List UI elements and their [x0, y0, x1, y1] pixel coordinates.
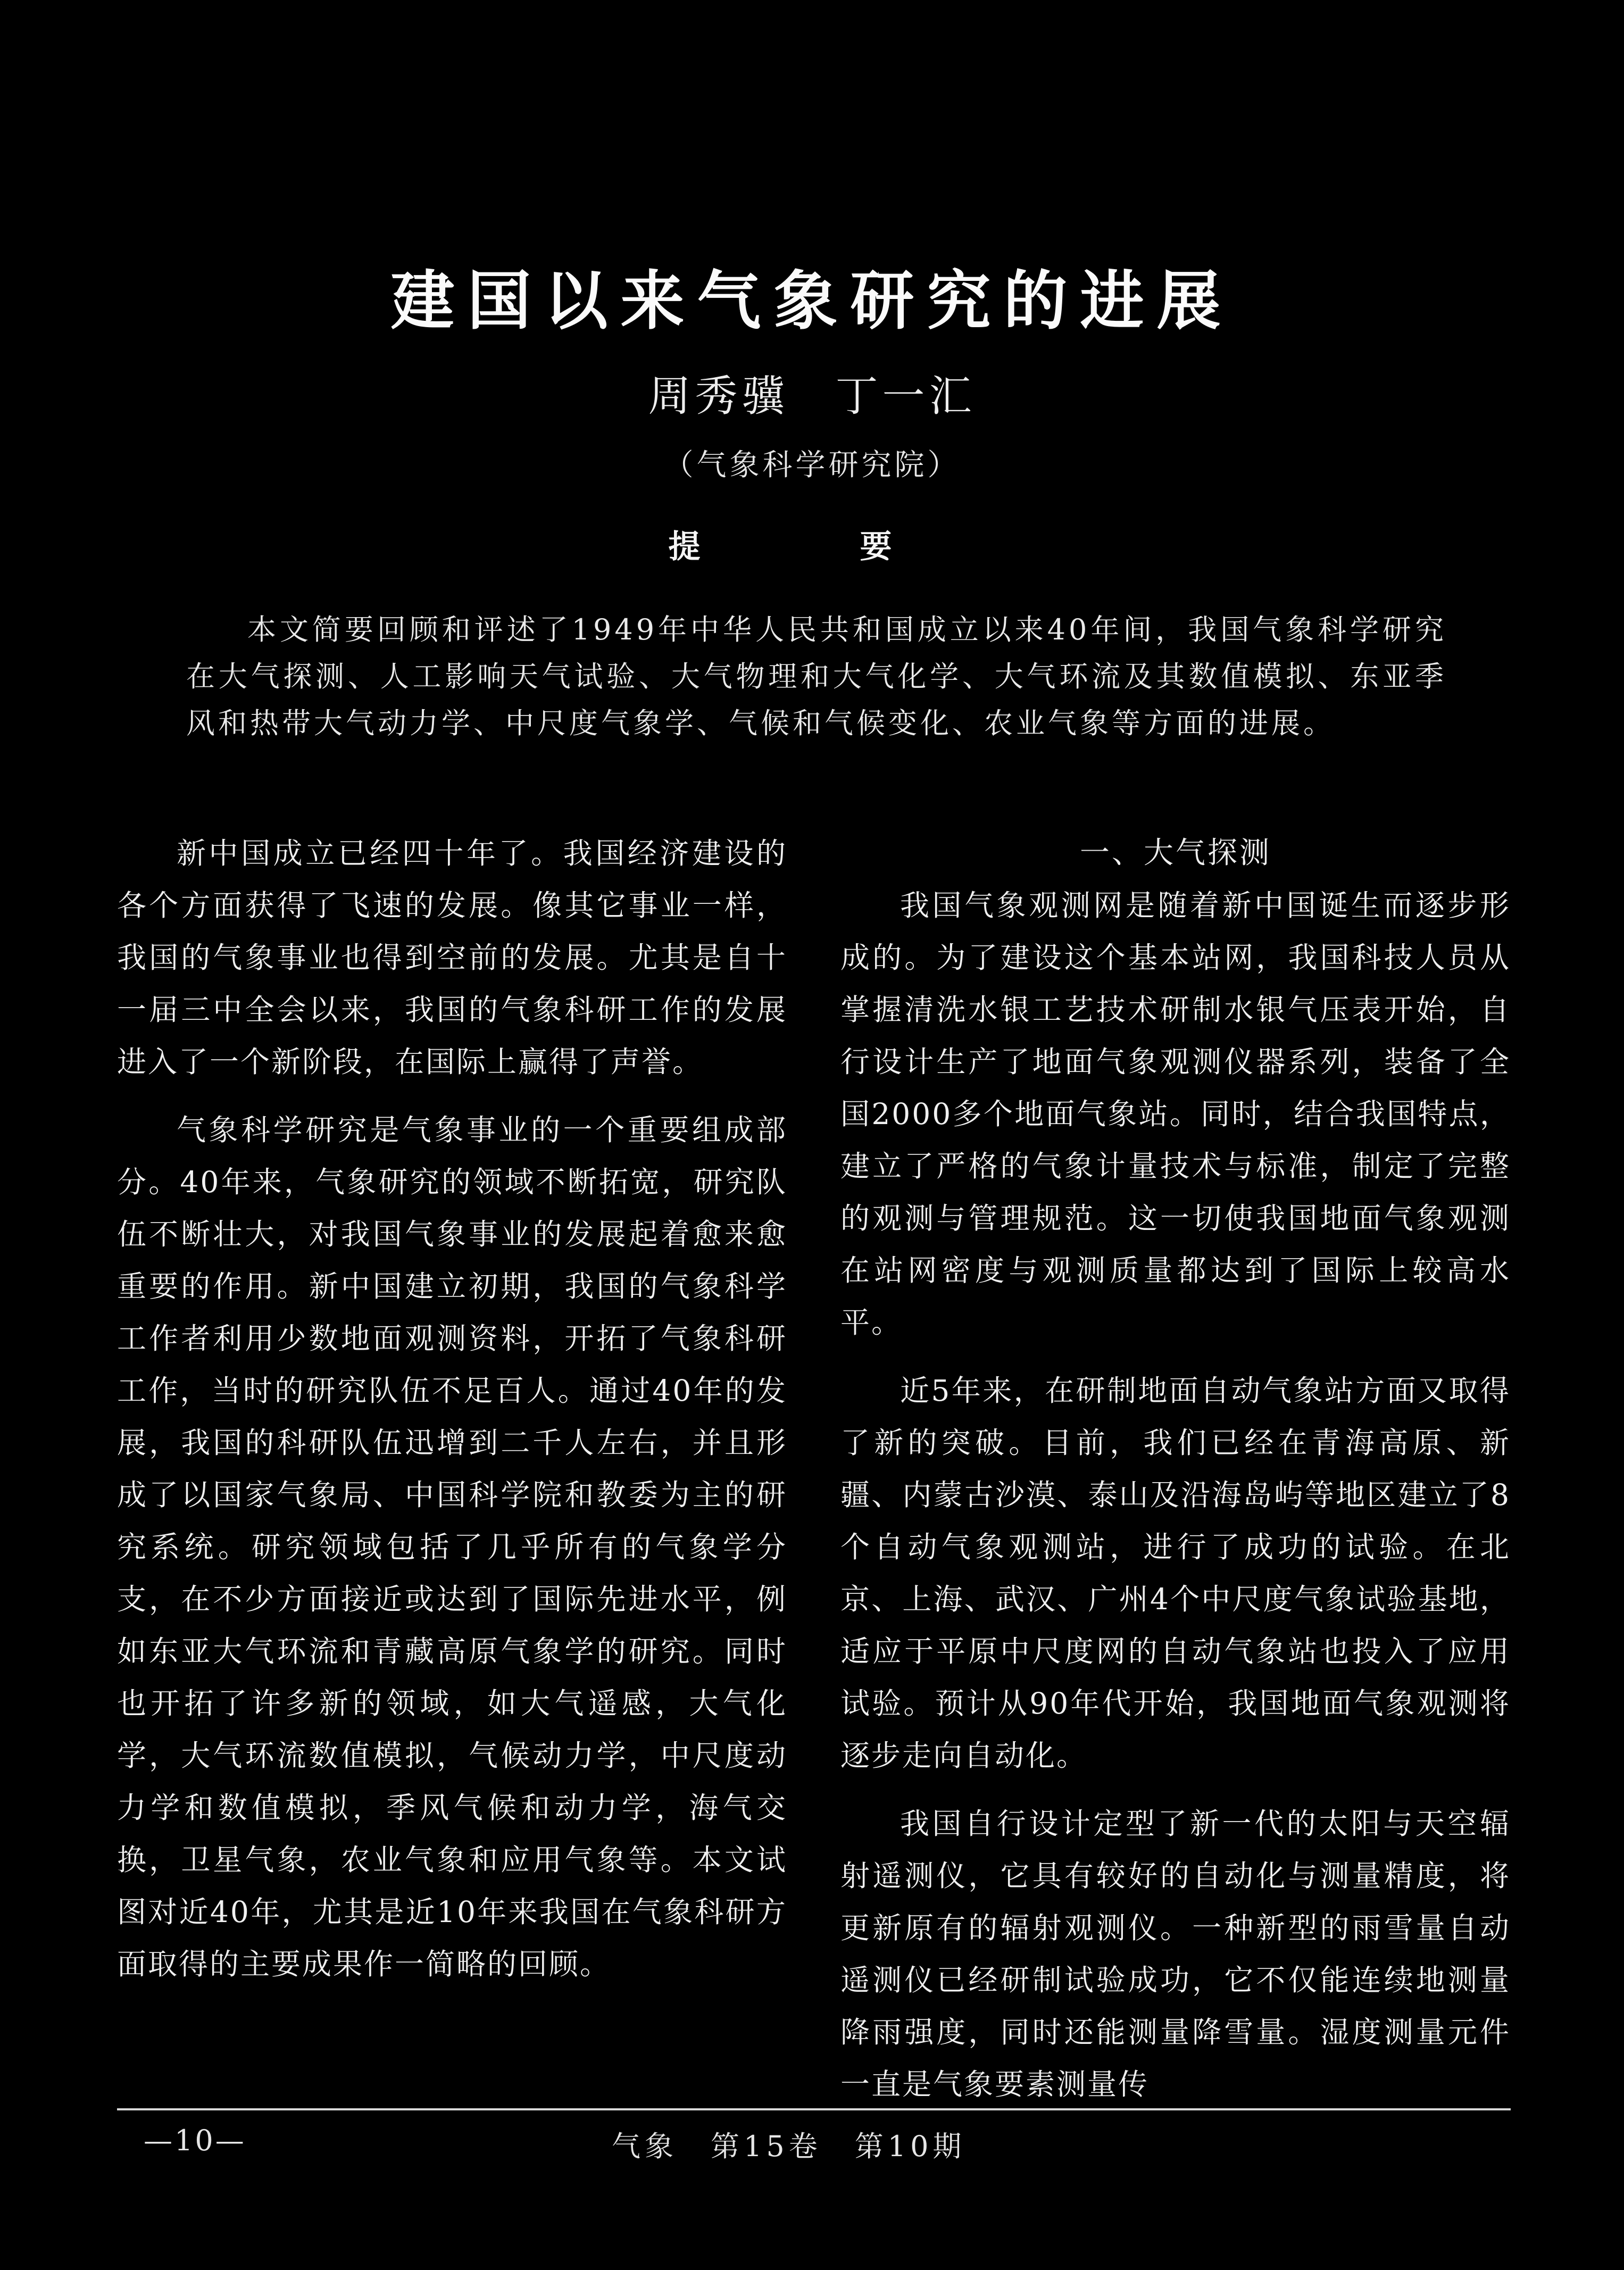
left-paragraph-2: 气象科学研究是气象事业的一个重要组成部分。40年来，气象研究的领域不断拓宽，研究队伍不断壮大，对我国气象事业的发展起着愈来愈重要的作用。新中国建立初期，我国的气象科学工作者利用少数地面观测资料，开拓了气象科研工作，当时的研究队伍不足百人。通过40年的发展，我国的科研队伍迅增到二千人左右，并且形成了以国家气象局、中国科学院和教委为主的研究系统。研究领域包括了几乎所有的气象学分支，在不少方面接近或达到了国际先进水平，例如东亚大气环流和青藏高原气象学的研究。同时也开拓了许多新的领域，如大气遥感，大气化学，大气环流数值模拟，气候动力学，中尺度动力学和数值模拟，季风气候和动力学，海气交换，卫星气象，农业气象和应用气象等。本文试图对近40年，尤其是近10年来我国在气象科研方面取得的主要成果作一简略的回顾。: [117, 1113, 787, 1981]
left-column: [117, 827, 787, 2006]
right-column: [840, 827, 1511, 2126]
page-number: —10—: [144, 2124, 246, 2157]
right-paragraph-2: 近5年来，在研制地面自动气象站方面又取得了新的突破。目前，我们已经在青海高原、新疆、内蒙古沙漠、泰山及沿海岛屿等地区建立了8个自动气象观测站，进行了成功的试验。在北京、上海、武汉、广州4个中尺度气象试验基地，适应于平原中尺度网的自动气象站也投入了应用试验。预计从90年代开始，我国地面气象观测将逐步走向自动化。: [840, 1374, 1511, 1773]
left-paragraph-1: 新中国成立已经四十年了。我国经济建设的各个方面获得了飞速的发展。像其它事业一样，我国的气象事业也得到空前的发展。尤其是自十一届三中全会以来，我国的气象科研工作的发展进入了一个新阶段，在国际上赢得了声誉。: [117, 836, 787, 1079]
right-paragraph-1: 我国气象观测网是随着新中国诞生而逐步形成的。为了建设这个基本站网，我国科技人员从掌握清洗水银工艺技术研制水银气压表开始，自行设计生产了地面气象观测仪器系列，装备了全国2000多个地面气象站。同时，结合我国特点，建立了严格的气象计量技术与标准，制定了完整的观测与管理规范。这一切使我国地面气象观测在站网密度与观测质量都达到了国际上较高水平。: [840, 888, 1511, 1340]
article-authors: 周秀骥 丁一汇: [648, 371, 976, 421]
right-paragraph-3: 我国自行设计定型了新一代的太阳与天空辐射遥测仪，它具有较好的自动化与测量精度，将更新原有的辐射观测仪。一种新型的雨雪量自动遥测仪已经研制试验成功，它不仅能连续地测量降雨强度，同时还能测量降雪量。湿度测量元件一直是气象要素测量传: [840, 1807, 1511, 2101]
article-title: 建国以来气象研究的进展: [390, 264, 1234, 338]
abstract-heading: 提 要: [668, 528, 956, 566]
section-heading: 一、大气探测: [1080, 836, 1271, 870]
abstract-text: 本文简要回顾和评述了1949年中华人民共和国成立以来40年间，我国气象科学研究在大气探测、人工影响天气试验、大气物理和大气化学、大气环流及其数值模拟、东亚季风和热带大气动力学、中尺度气象学、气候和气候变化、农业气象等方面的进展。: [186, 613, 1447, 740]
article-affiliation: （气象科学研究院）: [663, 448, 961, 483]
footer-divider: [117, 2108, 1511, 2110]
journal-citation: 气象 第15卷 第10期: [612, 2130, 966, 2163]
